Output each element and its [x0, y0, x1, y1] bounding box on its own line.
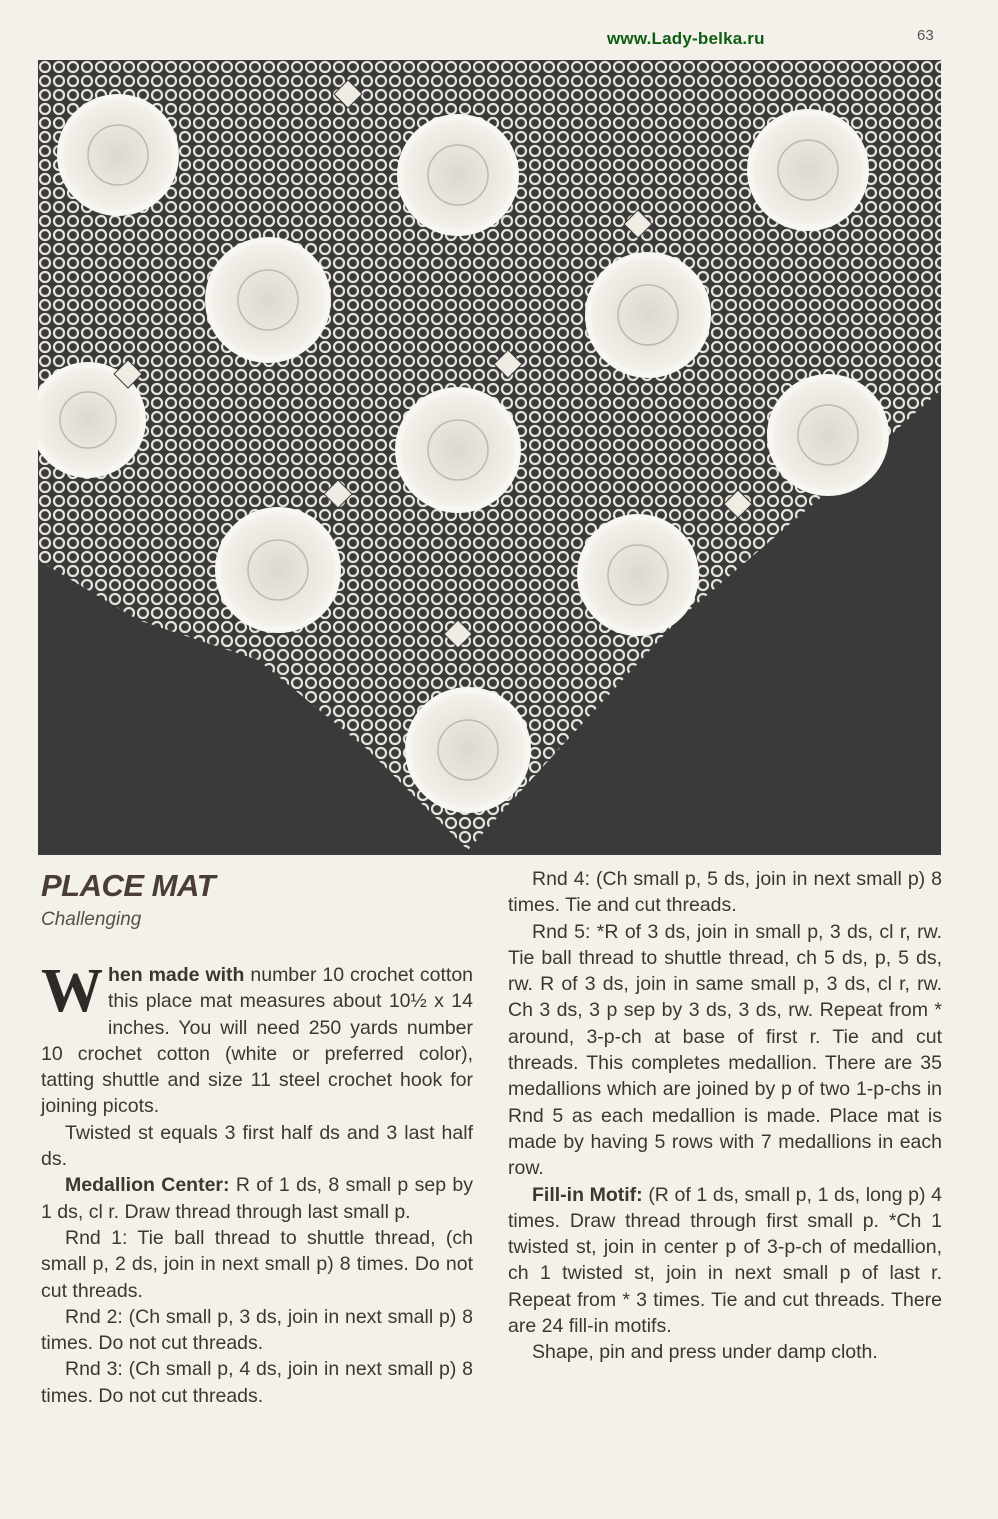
- rnd5-paragraph: Rnd 5: *R of 3 ds, join in small p, 3 ds, cl r, rw. Tie ball thread to shuttle thread, ch 5 ds, p, 5 ds, rw. R of 3 ds, join in same small p, 3 ds, cl r, rw. Ch 3 ds, 3 p sep by 3 ds, 3 ds, rw. Repeat from * around, 3-p-ch at base of first r. Tie and cut threads. This completes medallion. There are 35 medallions which are joined by p of two 1-p-chs in Rnd 5 as each medallion is made. Place mat is made by having 5 rows with 7 medallions in each row.: [508, 920, 942, 1180]
- rnd2-paragraph: Rnd 2: (Ch small p, 3 ds, join in next small p) 8 times. Do not cut threads.: [41, 1305, 473, 1355]
- intro-lead: hen made with: [108, 964, 245, 986]
- fill-in-motif-paragraph: [508, 1182, 942, 1340]
- twisted-st-paragraph: Twisted st equals 3 first half ds and 3 last half ds.: [41, 1121, 473, 1171]
- rnd3-paragraph: Rnd 3: (Ch small p, 4 ds, join in next small p) 8 times. Do not cut threads.: [41, 1358, 473, 1407]
- medallion-center-label: Medallion Center:: [65, 1174, 230, 1197]
- lace-illustration: [38, 60, 941, 855]
- intro-paragraph: [41, 957, 474, 1120]
- left-column: [41, 868, 473, 1409]
- medallion-center-paragraph: [41, 1172, 473, 1225]
- page-number: 63: [917, 27, 934, 44]
- medallion-center-text: R of 1 ds, 8 small p sep by 1 ds, cl r. Draw thread through last small p.: [41, 1174, 473, 1223]
- fill-in-text: (R of 1 ds, small p, 1 ds, long p) 4 times. Draw thread through first small p. *Ch 1 twisted st, join in center p of 3-p-ch of medallion, ch 1 twisted st, join in next small p of last r. Repeat from * 3 times. Tie and cut threads. There are 24 fill-in motifs.: [508, 1183, 943, 1338]
- dropcap: W: [41, 957, 103, 1025]
- lace-place-mat-photo: [38, 60, 941, 855]
- intro-text: number 10 crochet cotton this place mat measures about 10½ x 14 inches. You will need 250 yards number 10 crochet cotton (white or preferred color), tatting shuttle and size 11 steel crochet hook for joining picots.: [41, 964, 474, 1118]
- page-title: PLACE MAT: [41, 868, 216, 903]
- difficulty-subtitle: Challenging: [41, 909, 142, 930]
- right-column: [508, 866, 942, 1366]
- site-url[interactable]: www.Lady-belka.ru: [607, 29, 765, 48]
- rnd1-paragraph: Rnd 1: Tie ball thread to shuttle thread, (ch small p, 2 ds, join in next small p) 8 times. Do not cut threads.: [41, 1226, 473, 1302]
- fill-in-label: Fill-in Motif:: [532, 1183, 643, 1206]
- finish-paragraph: Shape, pin and press under damp cloth.: [532, 1341, 878, 1364]
- rnd4-paragraph: Rnd 4: (Ch small p, 5 ds, join in next small p) 8 times. Tie and cut threads.: [508, 868, 942, 917]
